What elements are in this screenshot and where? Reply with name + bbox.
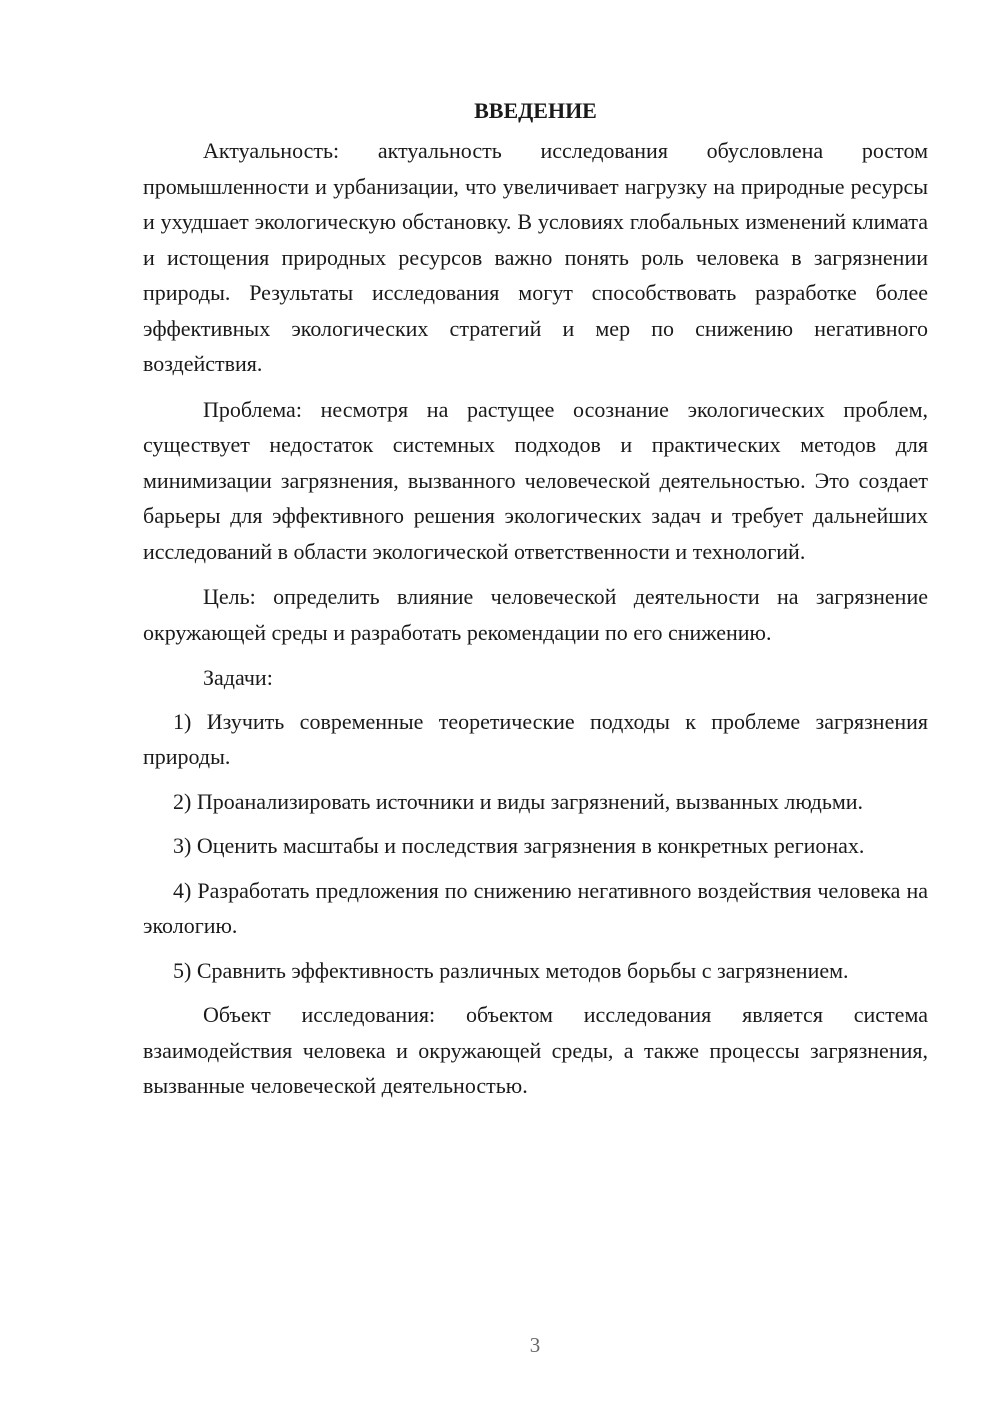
task-item-1: 1) Изучить современные теоретические подходы к проблеме загрязнения природы.	[143, 708, 928, 769]
goal-paragraph: Цель: определить влияние человеческой деятельности на загрязнение окружающей среды и разработать рекомендации по его снижению.	[143, 584, 928, 645]
task-item-2: 2) Проанализировать источники и виды загрязнений, вызванных людьми.	[173, 788, 864, 814]
tasks-heading: Задачи:	[203, 665, 273, 690]
task-item-5: 5) Сравнить эффективность различных методов борьбы с загрязнением.	[173, 957, 849, 983]
page-number: 3	[529, 1333, 541, 1357]
task-item-3: 3) Оценить масштабы и последствия загрязнения в конкретных регионах.	[173, 833, 865, 858]
relevance-paragraph: Актуальность: актуальность исследования обусловлена ростом промышленности и урбанизации, что увеличивает нагрузку на природные ресурсы и ухудшает экологическую обстановку. В условиях глобальных изменений климата и истощения природных ресурсов важно понять роль человека в загрязнении природы. Результаты исследования могут способствовать разработке более эффективных экологических стратегий и мер по снижению негативного воздействия.	[143, 138, 928, 376]
page-content	[143, 93, 928, 1114]
task-item-4: 4) Разработать предложения по снижению негативного воздействия человека на экологию.	[143, 877, 928, 938]
tasks-list	[143, 704, 928, 989]
object-paragraph: Объект исследования: объектом исследования является система взаимодействия человека и окружающей среды, а также процессы загрязнения, вызванные человеческой деятельностью.	[143, 1002, 928, 1098]
page-title: ВВЕДЕНИЕ	[474, 98, 597, 123]
problem-paragraph: Проблема: несмотря на растущее осознание экологических проблем, существует недостаток системных подходов и практических методов для минимизации загрязнения, вызванного человеческой деятельностью. Это создает барьеры для эффективного решения экологических задач и требует дальнейших исследований в области экологической ответственности и технологий.	[143, 396, 928, 564]
